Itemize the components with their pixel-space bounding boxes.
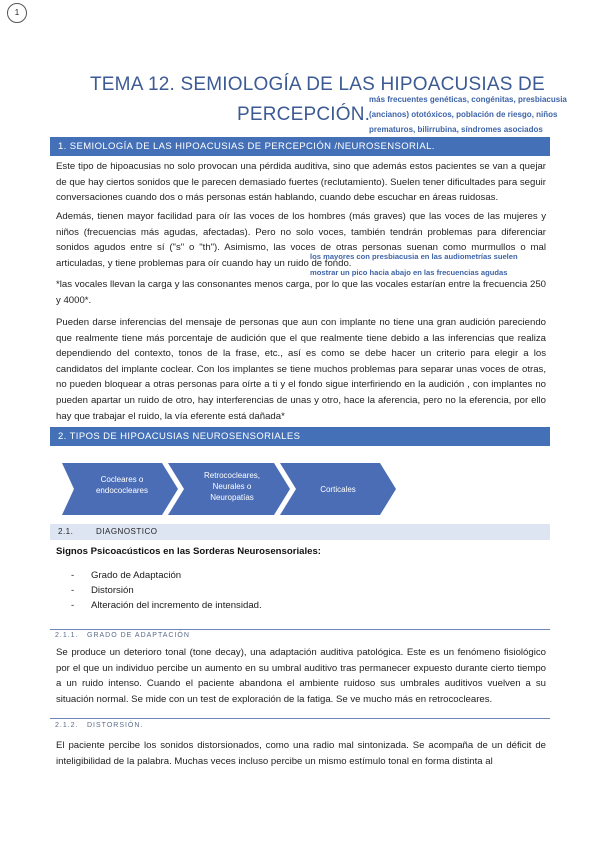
- section-2-heading: 2. TIPOS DE HIPOACUSIAS NEUROSENSORIALES: [50, 427, 550, 446]
- chevron-corticales: [280, 463, 396, 515]
- subsection-2-1-1-text: Se produce un deterioro tonal (tone decay), una adaptación auditiva patológica. Este es un fenómeno fisiológico por el que un individuo percibe un aumento en su umbral auditivo tras permanecer expuesto durante cierto tiempo a un ruido intenso. Cuando el paciente abandona el ambiente ruidoso sus umbrales auditivos vuelven a su situación normal. Se mide con un test de exploración de la fatiga. Se ve mucho más en retrococleares.: [56, 647, 546, 705]
- list-item: - Distorsión: [71, 585, 134, 596]
- signs-heading: Signos Psicoacústicos en las Sorderas Neurosensoriales:: [56, 546, 321, 557]
- list-item: - Grado de Adaptación: [71, 570, 182, 581]
- section-1-paragraph-1: Este tipo de hipoacusias no solo provocan una pérdida auditiva, sino que además estos pacientes se van a quejar de que hay ciertos sonidos que le parecen demasiado fuertes (reclutamiento). Suelen tener dificultades para seguir conversaciones cuando dos o más personas están hablando, cuando debe escuchar en áreas ruidosas.: [56, 161, 546, 204]
- section-1-paragraph-2: Además, tienen mayor facilidad para oír las voces de los hombres (más graves) que las voces de las mujeres y niños (frecuencias más agudas, afectadas). Pero no solo voces, también tendrán problemas para diferenciar sonidos agudos entre sí ("s" o "th"). Asimismo, las voces de otras personas suenan como murmullos o mal articuladas, y tiene problemas para oír cuando hay un ruido de fondo.: [56, 211, 546, 269]
- subsection-2-1-2-heading: [55, 722, 143, 729]
- chevron-label: Retrococleares,: [203, 471, 261, 480]
- section-1-paragraph-3: *las vocales llevan la carga y las consonantes menos carga, por lo que las vocales estarían entre la frecuencia 250 y 4000*.: [56, 279, 546, 306]
- subsection-label: DIAGNOSTICO: [96, 527, 158, 536]
- chevron-cocleares: [62, 463, 178, 515]
- chevron-label: Corticales: [320, 485, 356, 494]
- title-line-1: TEMA 12. SEMIOLOGÍA DE LAS HIPOACUSIAS DE: [90, 74, 545, 95]
- chevron-label: Neuropatías: [210, 493, 254, 502]
- subsection-label: GRADO DE ADAPTACIÓN: [87, 632, 190, 639]
- subsection-2-1-heading: [50, 524, 550, 540]
- list-item: - Alteración del incremento de intensidad.: [71, 600, 262, 611]
- note-line: (ancianos) ototóxicos, población de riesgo, niños: [369, 110, 558, 119]
- subsection-number: 2.1.2.: [55, 722, 79, 729]
- divider: [50, 629, 550, 630]
- divider: [50, 718, 550, 719]
- chevron-label: endococleares: [95, 486, 149, 495]
- chevron-label: Cocleares o: [100, 475, 144, 484]
- page-number: 1: [7, 3, 27, 23]
- handwritten-note-top: [369, 92, 567, 137]
- section-1-paragraph-4: Pueden darse inferencias del mensaje de personas que aun con implante no tiene una gran audición pareciendo que realmente tiene más porcentaje de audición que el que realmente tiene debido a las inferencias que realiza dependiendo del contexto, tonos de la frase, etc., así es como se debe hacer un criterio para elegir a los candidatos del implante coclear. Con los implantes se tiene muchos problemas para separar unas voces de otras, no pueden bloquear a otras personas para oírte a ti y el fondo sigue interfiriendo en la audición , con implantes no pueden apartar un ruido de otro, hay interferencias de unas y otro, hace la aferencia, pero no la eferencia, por ello hay que trabajar el ruido, la vía eferente está dañada*: [56, 317, 546, 422]
- subsection-2-1-1-heading: [55, 632, 190, 639]
- note-line: prematuros, bilirrubina, síndromes asociados: [369, 125, 543, 134]
- chevron-retrococleares: [168, 463, 290, 515]
- subsection-number: 2.1.1.: [55, 632, 79, 639]
- signs-list: [56, 568, 262, 613]
- subsection-2-1-2-text: El paciente percibe los sonidos distorsionados, como una radio mal sintonizada. Se acompaña de un déficit de inteligibilidad de la palabra. Muchas veces incluso percibe un mismo estímulo tonal en forma distinta al: [56, 740, 546, 767]
- title-line-2: PERCEPCIÓN.: [237, 104, 371, 125]
- subsection-label: DISTORSIÓN.: [87, 722, 144, 729]
- section-1-heading: 1. SEMIOLOGÍA DE LAS HIPOACUSIAS DE PERCEPCIÓN /NEUROSENSORIAL.: [50, 137, 550, 156]
- note-line: más frecuentes genéticas, congénitas, presbiacusia: [369, 95, 567, 104]
- subsection-number: 2.1.: [58, 527, 74, 536]
- hearing-loss-types-diagram: [62, 463, 402, 515]
- note-line: los mayores con presbiacusia en las audiometrías suelen: [310, 252, 518, 261]
- note-line: mostrar un pico hacia abajo en las frecuencias agudas: [310, 268, 508, 277]
- chevron-label: Neurales o: [212, 482, 252, 491]
